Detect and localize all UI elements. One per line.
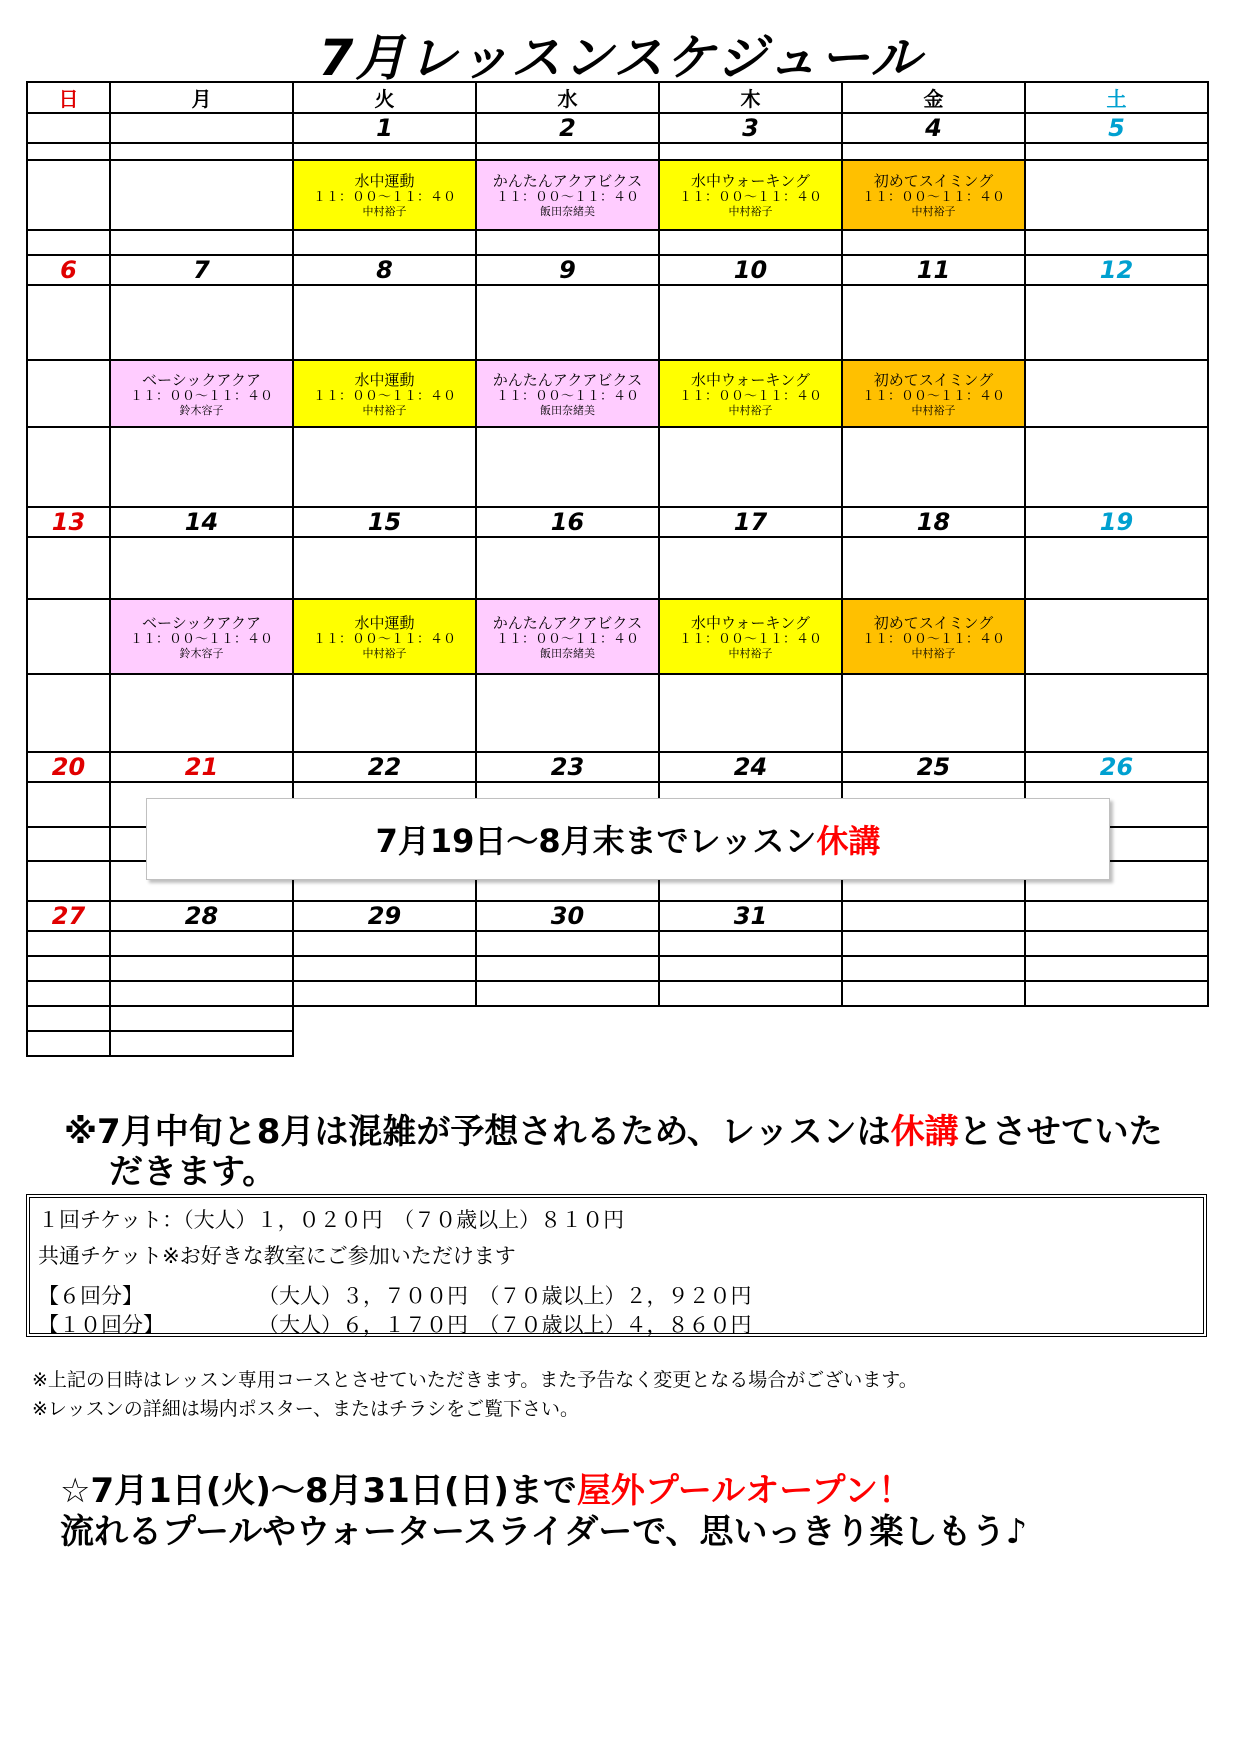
closure-notice [64, 1112, 1194, 1192]
week1-date-row [27, 113, 1208, 143]
date-cell: 19 [1025, 507, 1208, 537]
lesson-time: １１：００～１１：４０ [678, 631, 822, 647]
date-cell [842, 901, 1025, 931]
event-emphasis: 屋外プールオープン！ [576, 1471, 913, 1511]
lesson-name: 水中ウォーキング [691, 172, 810, 190]
date-cell [1025, 901, 1208, 931]
date-cell: 9 [476, 255, 659, 285]
price-6-value: （大人）３，７００円 （７０歳以上）２，９２０円 [258, 1284, 752, 1308]
lesson-cell [842, 160, 1025, 230]
page-title: 7月レッスンスケジュール [318, 29, 923, 87]
lesson-time: １１：００～１１：４０ [495, 388, 639, 404]
lesson-time: １１：００～１１：４０ [861, 388, 1005, 404]
week1-lesson-row [27, 160, 1208, 230]
weekday-mon: 月 [110, 82, 293, 113]
lesson-name: ベーシックアクア [142, 370, 261, 389]
date-cell: 17 [659, 507, 842, 537]
date-cell: 8 [293, 255, 476, 285]
price-6-label: 【６回分】 [38, 1284, 143, 1308]
lesson-cell [293, 160, 476, 230]
week3-date-row [27, 507, 1208, 537]
lesson-cell [293, 599, 476, 674]
lesson-name: 水中運動 [354, 172, 415, 190]
notice-text: ※7月中旬と8月は混雑が予想されるため、レッスンは [64, 1112, 891, 1152]
footnote-1: ※上記の日時はレッスン専用コースとさせていただきます。また予告なく変更となる場合がございます。 [32, 1369, 918, 1391]
lesson-cell [293, 360, 476, 427]
lesson-cell [476, 599, 659, 674]
date-cell: 5 [1025, 113, 1208, 143]
lesson-cell [842, 360, 1025, 427]
lesson-instructor: 鈴木容子 [179, 403, 224, 417]
date-cell: 24 [659, 752, 842, 782]
lesson-name: 水中ウォーキング [691, 370, 810, 389]
date-cell: 6 [27, 255, 110, 285]
weekday-sat: 土 [1025, 82, 1208, 113]
date-cell: 22 [293, 752, 476, 782]
week5-spacer-row [27, 956, 1208, 981]
lesson-cell [476, 360, 659, 427]
date-cell: 13 [27, 507, 110, 537]
lesson-instructor: 鈴木容子 [179, 646, 224, 660]
date-cell: 26 [1025, 752, 1208, 782]
weekday-fri: 金 [842, 82, 1025, 113]
lesson-time: １１：００～１１：４０ [129, 388, 273, 404]
lesson-instructor: 飯田奈緒美 [540, 205, 595, 218]
week2-spacer-row [27, 285, 1208, 360]
lesson-cell [659, 160, 842, 230]
lesson-cell [659, 360, 842, 427]
week5-spacer-row [27, 931, 1208, 956]
lesson-name: ベーシックアクア [142, 613, 261, 632]
week2-spacer-row [27, 427, 1208, 507]
lesson-instructor: 中村裕子 [911, 205, 956, 218]
price-common-ticket: 共通チケット※お好きな教室にご参加いただけます [38, 1244, 516, 1268]
weekday-wed: 水 [476, 82, 659, 113]
lesson-instructor: 中村裕子 [362, 205, 407, 218]
lesson-instructor: 中村裕子 [362, 403, 407, 417]
week1-spacer-row [27, 143, 1208, 160]
lesson-time: １１：００～１１：４０ [678, 388, 822, 404]
date-cell: 30 [476, 901, 659, 931]
week6-spacer-row [27, 1031, 1208, 1056]
week2-lesson-row [27, 360, 1208, 427]
date-cell: 29 [293, 901, 476, 931]
date-cell: 2 [476, 113, 659, 143]
week5-spacer-row [27, 981, 1208, 1006]
date-cell: 27 [27, 901, 110, 931]
lesson-time: １１：００～１１：４０ [678, 190, 822, 205]
weekday-thu: 木 [659, 82, 842, 113]
lesson-instructor: 中村裕子 [728, 205, 773, 218]
lesson-name: 水中運動 [354, 370, 415, 389]
weekday-header-row [27, 82, 1208, 113]
lesson-time: １１：００～１１：４０ [861, 631, 1005, 647]
date-cell: 25 [842, 752, 1025, 782]
lesson-time: １１：００～１１：４０ [129, 631, 273, 647]
notice-text-line2: だきます。 [109, 1152, 277, 1192]
lesson-time: １１：００～１１：４０ [312, 190, 456, 205]
date-cell: 10 [659, 255, 842, 285]
lesson-instructor: 中村裕子 [362, 646, 407, 660]
price-10-ticket [38, 1309, 752, 1339]
date-cell: 28 [110, 901, 293, 931]
lesson-time: １１：００～１１：４０ [861, 190, 1005, 205]
weekday-sun: 日 [27, 82, 110, 113]
lesson-name: かんたんアクアビクス [492, 613, 643, 632]
lesson-name: 初めてスイミング [873, 172, 994, 190]
date-cell: 4 [842, 113, 1025, 143]
week3-spacer-row [27, 674, 1208, 752]
lesson-time: １１：００～１１：４０ [495, 190, 639, 205]
footnote-2: ※レッスンの詳細は場内ポスター、またはチラシをご覧下さい。 [32, 1398, 579, 1420]
week4-date-row [27, 752, 1208, 782]
lesson-cell [659, 599, 842, 674]
price-10-value: （大人）６，１７０円 （７０歳以上）４，８６０円 [258, 1313, 752, 1337]
price-single-ticket: １回チケット：（大人）１，０２０円 （７０歳以上）８１０円 [38, 1208, 625, 1232]
date-cell: 31 [659, 901, 842, 931]
date-cell: 7 [110, 255, 293, 285]
lesson-name: 初めてスイミング [873, 370, 994, 389]
date-cell: 15 [293, 507, 476, 537]
lesson-instructor: 中村裕子 [728, 403, 773, 417]
date-cell: 16 [476, 507, 659, 537]
week3-lesson-row [27, 599, 1208, 674]
outdoor-pool-announcement [60, 1471, 1027, 1553]
lesson-name: かんたんアクアビクス [492, 370, 643, 389]
event-text: ☆7月1日(火)～8月31日(日)まで [60, 1471, 577, 1511]
lesson-instructor: 中村裕子 [728, 646, 773, 660]
lesson-time: １１：００～１１：４０ [312, 388, 456, 404]
week6-spacer-row [27, 1006, 1208, 1031]
banner-emphasis: 休講 [816, 822, 881, 860]
price-box [26, 1194, 1207, 1337]
week2-date-row [27, 255, 1208, 285]
lesson-break-banner [146, 798, 1110, 880]
calendar-table [26, 81, 1209, 1057]
date-cell: 21 [110, 752, 293, 782]
lesson-instructor: 中村裕子 [911, 403, 956, 417]
week5-date-row [27, 901, 1208, 931]
week1-spacer-row [27, 230, 1208, 255]
lesson-cell [110, 360, 293, 427]
lesson-instructor: 飯田奈緒美 [540, 403, 595, 417]
price-10-label: 【１０回分】 [38, 1313, 164, 1337]
lesson-instructor: 飯田奈緒美 [540, 646, 595, 660]
lesson-time: １１：００～１１：４０ [312, 631, 456, 647]
date-cell: 23 [476, 752, 659, 782]
lesson-name: 水中運動 [354, 613, 415, 632]
notice-text-tail: とさせていた [958, 1112, 1163, 1152]
banner-text: 7月19日～8月末までレッスン [375, 822, 817, 860]
date-cell: 12 [1025, 255, 1208, 285]
date-cell: 18 [842, 507, 1025, 537]
notice-emphasis: 休講 [890, 1112, 959, 1152]
event-text-line2: 流れるプールやウォータースライダーで、思いっきり楽しもう♪ [60, 1512, 1028, 1552]
week3-spacer-row [27, 537, 1208, 599]
lesson-name: 水中ウォーキング [691, 613, 810, 632]
date-cell: 1 [293, 113, 476, 143]
lesson-name: 初めてスイミング [873, 613, 994, 632]
lesson-cell [842, 599, 1025, 674]
date-cell [27, 113, 110, 143]
lesson-cell [110, 599, 293, 674]
date-cell: 14 [110, 507, 293, 537]
date-cell: 11 [842, 255, 1025, 285]
lesson-time: １１：００～１１：４０ [495, 631, 639, 647]
date-cell [110, 113, 293, 143]
lesson-cell [476, 160, 659, 230]
lesson-name: かんたんアクアビクス [492, 172, 643, 190]
date-cell: 20 [27, 752, 110, 782]
weekday-tue: 火 [293, 82, 476, 113]
lesson-instructor: 中村裕子 [911, 646, 956, 660]
date-cell: 3 [659, 113, 842, 143]
price-6-ticket [38, 1280, 752, 1310]
